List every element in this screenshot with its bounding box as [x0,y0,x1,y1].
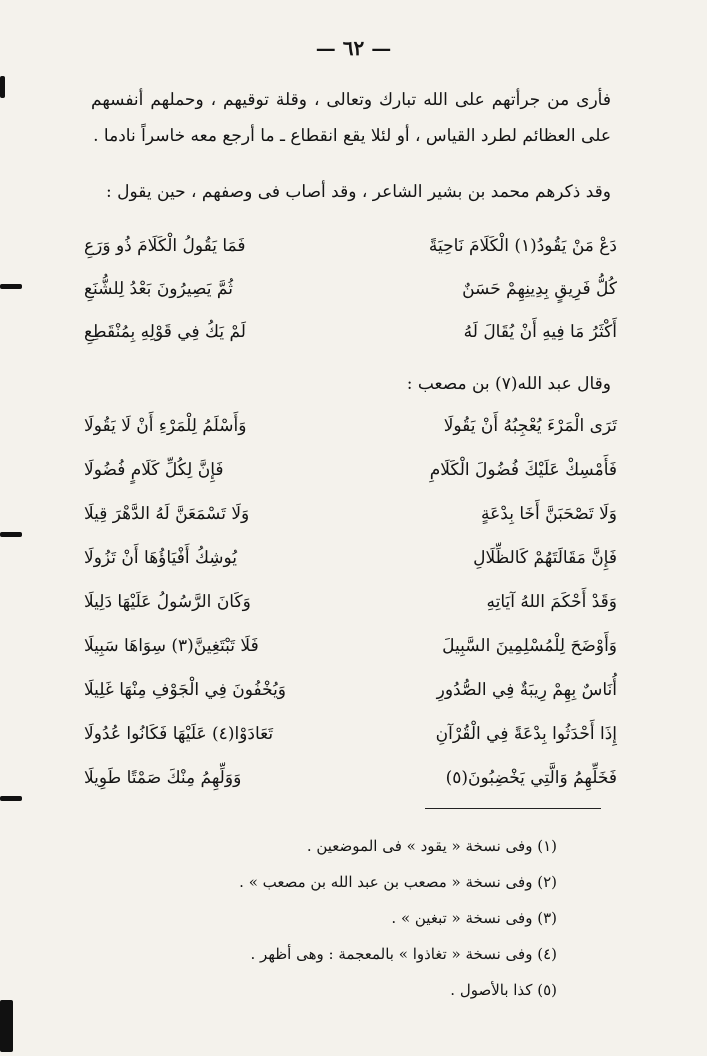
verse-line [84,536,617,580]
paragraph-intro: فأرى من جرأتهم على الله تبارك وتعالى ، وقلة توقيهم ، وحملهم أنفسهم على العظائم لطرد القياس ، أو لئلا يقع انقطاع ـ ما أرجع معه خاسراً نادما . [91,90,611,146]
verse-first-hemistich: دَعْ مَنْ يَقُودُ(١) الْكَلَامَ نَاحِيَةً [428,235,617,256]
verse-second-hemistich: فَإِنَّ لِكُلِّ كَلَامٍ فُضُولَا [84,460,224,480]
verse-line [84,404,617,448]
verse-second-hemistich: ثُمَّ يَصِيرُونَ بَعْدُ لِلشُّنَعِ [84,278,233,299]
verse-second-hemistich: يُوشِكُ أَفْيَاؤُهَا أَنْ تَزُولَا [84,548,238,568]
poem-bashir [84,224,617,353]
verse-first-hemistich: أُنَاسٌ بِهِمْ رِيبَةٌ فِي الصُّدُورِ [436,680,617,700]
scan-mark [0,1000,13,1052]
paragraph-bashir-intro: وقد ذكرهم محمد بن بشير الشاعر ، وقد أصاب فى وصفهم ، حين يقول : [106,182,611,202]
verse-first-hemistich: فَخَلِّهِمُ وَالَّتِي يَخْضِبُونَ(٥) [445,768,617,788]
verse-first-hemistich: وَقَدْ أَحْكَمَ اللهُ آيَاتِهِ [486,592,617,612]
page-number: — ٦٢ — [315,36,392,60]
verse-line [84,668,617,712]
verse-first-hemistich: فَأَمْسِكْ عَلَيْكَ فُضُولَ الْكَلَامِ [429,460,617,480]
verse-line [84,224,617,267]
footnote: (١) وفى نسخة « يقود » فى الموضعين . [306,837,557,855]
footnote: (٢) وفى نسخة « مصعب بن عبد الله بن مصعب » . [239,873,557,891]
verse-first-hemistich: أَكْثَرُ مَا فِيهِ أَنْ يُقَالَ لَهُ [463,321,617,342]
verse-line [84,756,617,800]
verse-line [84,580,617,624]
verse-first-hemistich: وَأَوْضَحَ لِلْمُسْلِمِينَ السَّبِيلَ [442,636,617,656]
verse-second-hemistich: وَوَلِّهِمُ مِنْكَ صَمْتًا طَوِيلَا [84,768,242,788]
verse-first-hemistich: وَلَا تَصْحَبَنَّ أَخَا بِدْعَةٍ [481,504,617,524]
verse-second-hemistich: فَمَا يَقُولُ الْكَلَامَ ذُو وَرَعِ [84,235,246,256]
verse-second-hemistich: وَيُخْفُونَ فِي الْجَوْفِ مِنْهَا غَلِيلَا [84,680,287,700]
footnote: (٣) وفى نسخة « تبغين » . [391,909,557,927]
paragraph-musab-intro: وقال عبد الله(٧) بن مصعب : [406,374,611,394]
verse-first-hemistich: كُلُّ فَرِيقٍ بِدِينِهِمْ حَسَنٌ [462,278,617,299]
footnote-divider [425,808,601,809]
verse-line [84,448,617,492]
verse-first-hemistich: تَرَى الْمَرْءَ يُعْجِبُهُ أَنْ يَقُولَا [443,416,617,436]
verse-second-hemistich: فَلَا تَبْتَغِينَّ(٣) سِوَاهَا سَبِيلَا [84,636,259,656]
scan-mark [0,284,22,289]
poem-musab [84,404,617,800]
scan-mark [0,76,5,98]
verse-line [84,492,617,536]
verse-first-hemistich: إِذَا أَحْدَثُوا بِدْعَةً فِي الْقُرْآنِ [435,724,617,744]
verse-second-hemistich: وَأَسْلَمُ لِلْمَرْءِ أَنْ لَا يَقُولَا [84,416,247,436]
verse-line [84,267,617,310]
verse-second-hemistich: تَعَادَوْا(٤) عَلَيْهَا فَكَانُوا عُدُولَا [84,724,274,744]
verse-second-hemistich: لَمْ يَكُ فِي قَوْلِهِ بِمُنْقَطِعِ [84,321,246,342]
footnote: (٤) وفى نسخة « تغاذوا » بالمعجمة : وهى أظهر . [250,945,557,963]
verse-line [84,712,617,756]
footnote: (٥) كذا بالأصول . [450,981,557,999]
verse-line [84,624,617,668]
scan-mark [0,532,22,537]
scan-mark [0,796,22,801]
verse-first-hemistich: فَإِنَّ مَقَالَتَهُمْ كَالظِّلَالِ [473,548,617,568]
footnotes [127,828,557,1008]
verse-line [84,310,617,353]
verse-second-hemistich: وَكَانَ الرَّسُولُ عَلَيْهَا دَلِيلَا [84,592,251,612]
verse-second-hemistich: وَلَا تَسْمَعَنَّ لَهُ الدَّهْرَ قِيلَا [84,504,250,524]
